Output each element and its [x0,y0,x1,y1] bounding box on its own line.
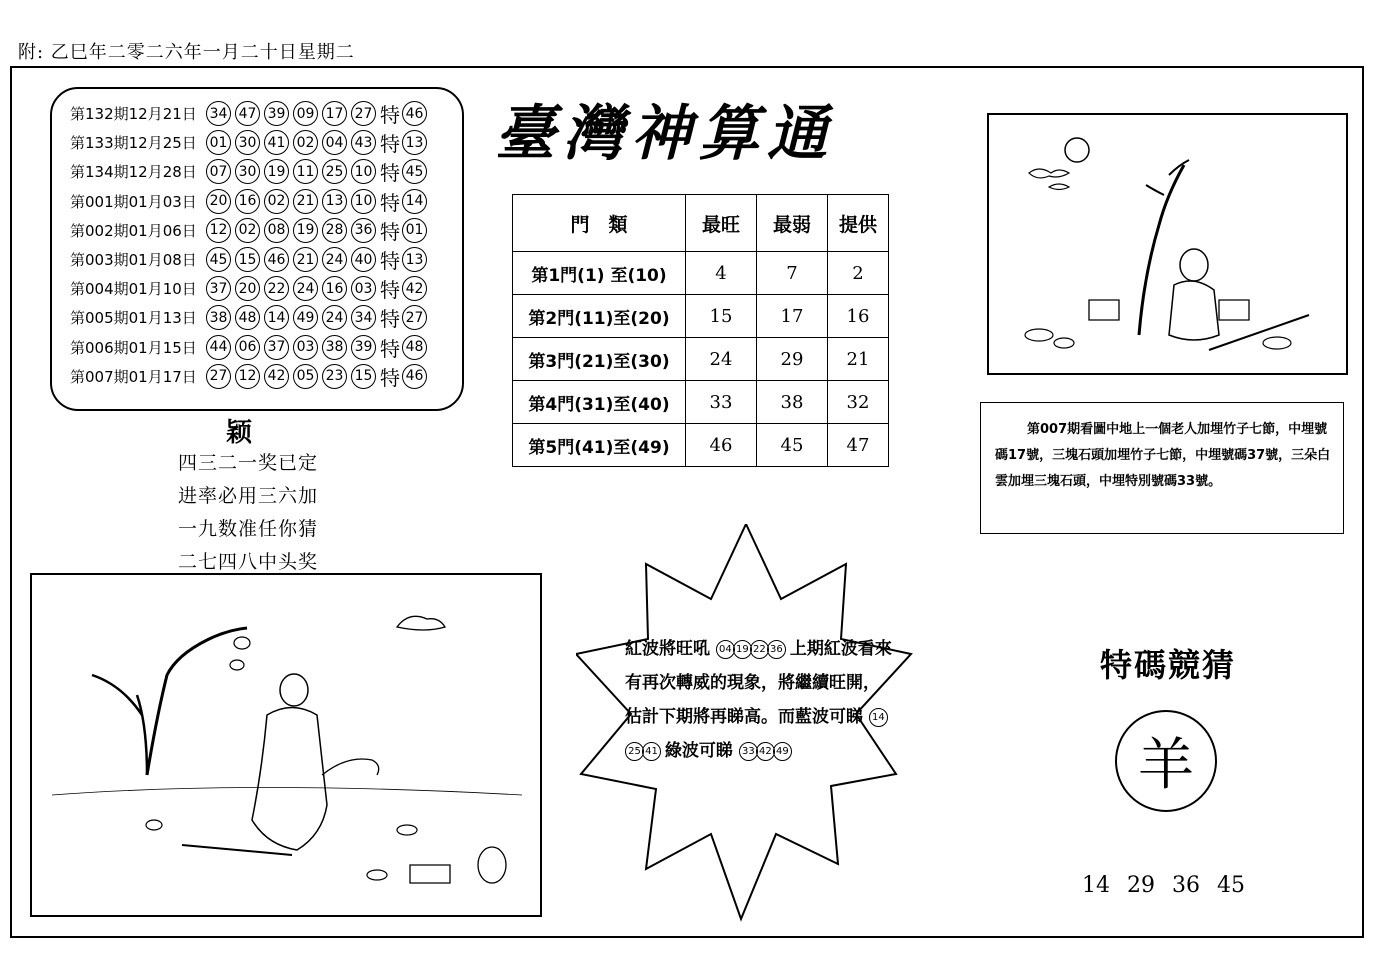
ball: 03 [293,335,318,360]
ball: 25 [625,742,644,761]
ball: 39 [264,101,289,126]
special-label: 特 [380,132,400,157]
special-label: 特 [380,278,400,303]
door-min: 7 [757,252,828,295]
special-ball: 14 [402,189,427,214]
ball: 04 [322,130,347,155]
special-label: 特 [380,249,400,273]
guess-numbers: 14 29 36 45 [1082,873,1245,898]
star-text-2: 上期紅波看來有再次轉威的現象，將繼續旺開，估計下期將再睇高。而藍波可睇 [625,639,892,727]
door-give: 47 [828,424,889,467]
star-text-1: 紅波將旺吼 [625,639,710,659]
ball: 22 [750,640,769,659]
ball: 14 [264,305,289,330]
result-row [70,303,431,332]
result-row [70,99,431,128]
door-min: 17 [757,295,828,338]
ball: 02 [264,189,289,214]
ball: 03 [351,276,376,301]
ball: 24 [322,305,347,330]
ball: 11 [293,159,318,184]
ball: 40 [351,247,376,272]
ball: 36 [767,640,786,659]
ball: 37 [264,335,289,360]
ball: 15 [351,364,376,389]
header-max: 最旺 [686,195,757,252]
ball: 22 [264,276,289,301]
ball: 44 [206,335,231,360]
special-ball: 46 [402,364,427,389]
result-row [70,362,431,391]
ball: 20 [206,189,231,214]
special-label: 特 [380,190,400,215]
table-row [513,338,889,381]
special-label: 特 [380,336,400,361]
door-max: 46 [686,424,757,467]
result-row [70,128,431,157]
ball: 42 [756,742,775,761]
result-row [70,187,431,216]
door-name: 第3門(21)至(30) [513,338,686,381]
ball: 16 [235,189,260,214]
poem-line: 一九数准任你猜 [178,518,319,540]
ball: 24 [293,276,318,301]
special-ball: 48 [402,335,427,360]
special-ball: 46 [402,101,427,126]
door-min: 38 [757,381,828,424]
door-name: 第4門(31)至(40) [513,381,686,424]
ball: 19 [264,159,289,184]
result-label: 第134期12月28日 [70,163,197,182]
clue-box [980,402,1344,534]
table-row [513,381,889,424]
door-min: 29 [757,338,828,381]
result-row [70,274,431,303]
result-row [70,216,431,245]
star-text [625,632,895,768]
ball: 17 [322,101,347,126]
illustration-right [987,113,1348,375]
result-label: 第002期01月06日 [70,221,197,240]
ball: 46 [264,247,289,272]
poem-line: 二七四八中头奖 [178,551,319,573]
special-ball: 13 [402,247,427,272]
zodiac-sign: 羊 [1138,733,1194,798]
ball: 33 [739,742,758,761]
ball: 34 [206,101,231,126]
door-max: 15 [686,295,757,338]
special-label: 特 [380,161,400,186]
main-title: 臺灣神算通 [495,99,835,169]
ball: 49 [293,305,318,330]
door-max: 33 [686,381,757,424]
guess-title: 特碼競猜 [1100,646,1237,684]
ball: 27 [206,364,231,389]
header-door: 門 類 [513,195,686,252]
ball: 16 [322,276,347,301]
ball: 13 [322,189,347,214]
ball: 47 [235,101,260,126]
green-wave-balls [739,741,790,761]
ball: 42 [264,364,289,389]
ball: 34 [351,305,376,330]
ball: 04 [716,640,735,659]
ball: 06 [235,335,260,360]
star-text-3: 綠波可睇 [664,741,733,761]
ball: 38 [206,305,231,330]
ball: 19 [293,218,318,243]
ball: 05 [293,364,318,389]
ball: 28 [322,218,347,243]
door-give: 2 [828,252,889,295]
door-name: 第5門(41)至(49) [513,424,686,467]
door-max: 24 [686,338,757,381]
ball: 20 [235,276,260,301]
sage-walking-drawing [32,575,540,915]
table-row [513,295,889,338]
header-give: 提供 [828,195,889,252]
ball: 19 [733,640,752,659]
ball: 30 [235,130,260,155]
ball: 43 [351,130,376,155]
special-label: 特 [380,307,400,332]
special-ball: 27 [402,305,427,330]
zodiac-circle [1115,710,1217,812]
ball: 23 [322,364,347,389]
result-label: 第004期01月10日 [70,280,197,299]
ball: 08 [264,218,289,243]
ball: 14 [869,708,888,727]
result-label: 第001期01月03日 [70,192,197,211]
ball: 15 [235,247,260,272]
ball: 01 [206,130,231,155]
red-wave-balls [716,639,790,659]
illustration-left [30,573,542,917]
result-label: 第133期12月25日 [70,134,197,153]
ball: 38 [322,335,347,360]
ball: 45 [206,247,231,272]
door-give: 32 [828,381,889,424]
special-ball: 45 [402,159,427,184]
clue-text: 第007期看圖中地上一個老人加埋竹子七節，中埋號碼17號，三塊石頭加埋竹子七節，中埋號碼37號，三朵白雲加埋三塊石頭，中埋特別號碼33號。 [995,422,1331,489]
ball: 36 [351,218,376,243]
special-label: 特 [380,103,400,127]
ball: 27 [351,101,376,126]
poem-title: 颖 [226,418,253,448]
ball: 48 [235,305,260,330]
result-row [70,157,431,186]
ball: 41 [642,742,661,761]
result-label: 第003期01月08日 [70,251,197,269]
ball: 37 [206,276,231,301]
ball: 49 [773,742,792,761]
header-date: 附: 乙巳年二零二六年一月二十日星期二 [18,42,355,63]
header-min: 最弱 [757,195,828,252]
table-row [513,424,889,467]
special-label: 特 [380,365,400,390]
results-box [50,87,464,411]
result-label: 第132期12月21日 [70,105,197,123]
ball: 07 [206,159,231,184]
result-label: 第007期01月17日 [70,367,197,386]
ball: 12 [235,364,260,389]
result-row [70,245,431,274]
ball: 12 [206,218,231,243]
door-table-header [513,195,889,252]
ball: 30 [235,159,260,184]
door-name: 第1門(1) 至(10) [513,252,686,295]
door-table [512,194,889,467]
door-max: 4 [686,252,757,295]
ball: 02 [293,130,318,155]
special-label: 特 [380,219,400,244]
door-name: 第2門(11)至(20) [513,295,686,338]
special-ball: 01 [402,218,427,243]
ball: 09 [293,101,318,126]
ball: 25 [322,159,347,184]
door-give: 16 [828,295,889,338]
ball: 10 [351,159,376,184]
ball: 21 [293,247,318,272]
ball: 10 [351,189,376,214]
ball: 41 [264,130,289,155]
ball: 02 [235,218,260,243]
ball: 24 [322,247,347,272]
poem-line: 四三二一奖已定 [178,452,319,474]
result-label: 第005期01月13日 [70,309,197,328]
door-give: 21 [828,338,889,381]
door-min: 45 [757,424,828,467]
result-label: 第006期01月15日 [70,338,197,357]
special-ball: 13 [402,130,427,155]
table-row [513,252,889,295]
ball: 39 [351,335,376,360]
ball: 21 [293,189,318,214]
special-ball: 42 [402,276,427,301]
result-row [70,333,431,362]
poem-line: 进率必用三六加 [178,485,319,507]
scholar-under-tree-drawing [989,115,1346,373]
